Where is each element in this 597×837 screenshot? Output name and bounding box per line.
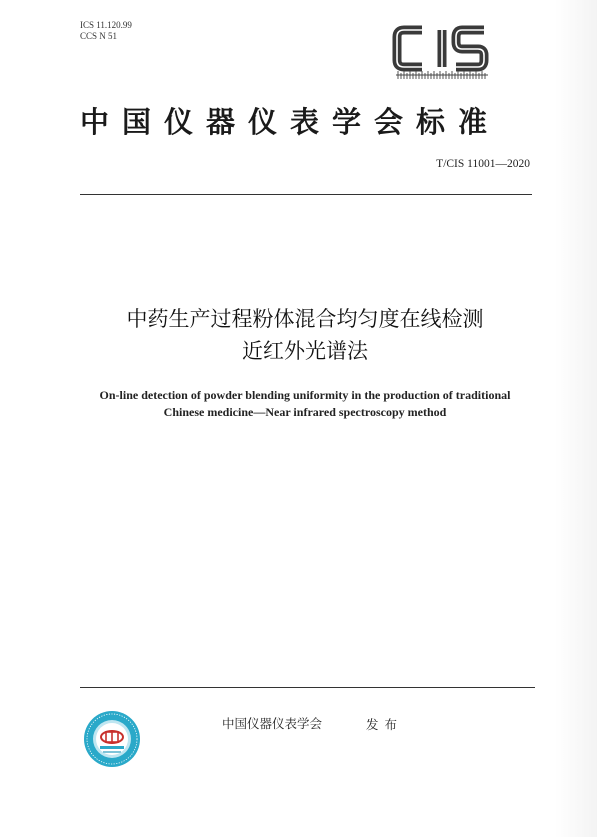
english-title bbox=[60, 387, 550, 421]
official-seal-icon bbox=[83, 710, 141, 768]
chinese-title-line-1: 中药生产过程粉体混合均匀度在线检测 bbox=[126, 307, 484, 331]
publish-label: 发布 bbox=[366, 717, 404, 732]
publisher-name: 中国仪器仪表学会 bbox=[222, 716, 323, 731]
ics-code: ICS 11.120.99 bbox=[80, 20, 132, 30]
english-title-line-1: On-line detection of powder blending uniformity in the production of traditional bbox=[99, 388, 511, 402]
bottom-divider bbox=[80, 687, 535, 688]
chinese-title bbox=[60, 303, 550, 367]
classification-codes bbox=[80, 20, 132, 42]
ccs-code: CCS N 51 bbox=[80, 31, 118, 41]
chinese-title-line-2: 近红外光谱法 bbox=[242, 339, 368, 363]
top-divider bbox=[80, 194, 532, 195]
organization-standard-title: 中国仪器仪表学会标准 bbox=[80, 105, 501, 139]
cis-logo-icon bbox=[392, 22, 492, 82]
english-title-line-2: Chinese medicine—Near infrared spectroscopy method bbox=[163, 405, 447, 419]
standard-number: T/CIS 11001—2020 bbox=[436, 158, 530, 170]
